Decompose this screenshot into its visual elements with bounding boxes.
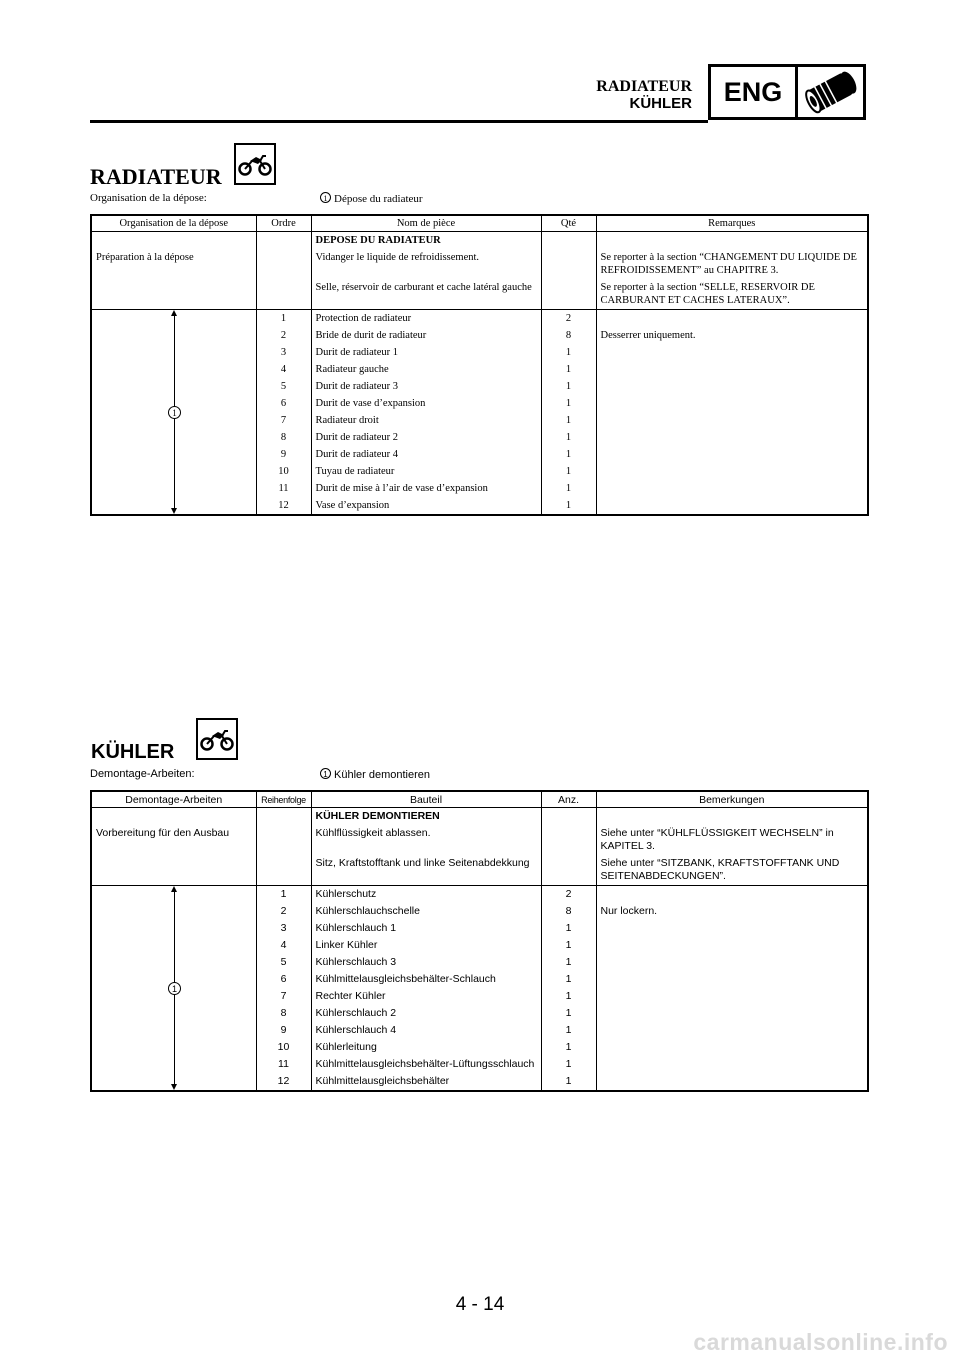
- part-name-cell: Durit de radiateur 2: [311, 429, 541, 446]
- remark-cell: [596, 988, 868, 1005]
- remark-cell: [596, 971, 868, 988]
- remark-cell: [596, 954, 868, 971]
- remark-cell: [596, 395, 868, 412]
- qty-cell: [541, 232, 596, 250]
- part-name-cell: Kühlflüssigkeit ablassen.: [311, 825, 541, 855]
- subtitle-step-fr: [320, 192, 423, 205]
- part-name-cell: Tuyau de radiateur: [311, 463, 541, 480]
- order-cell: [256, 249, 311, 279]
- remark-cell: Se reporter à la section “SELLE, RESERVOIR DE CARBURANT ET CACHES LATERAUX”.: [596, 279, 868, 310]
- part-name-cell: Selle, réservoir de carburant et cache latéral gauche: [311, 279, 541, 310]
- table-heading-row: [91, 232, 868, 250]
- remark-cell: Desserrer uniquement.: [596, 327, 868, 344]
- order-cell: 6: [256, 971, 311, 988]
- remark-cell: Nur lockern.: [596, 903, 868, 920]
- arrow-up-icon: [171, 886, 177, 892]
- order-cell: 2: [256, 903, 311, 920]
- part-name-cell: Durit de radiateur 1: [311, 344, 541, 361]
- col-header: Reihenfolge: [256, 791, 311, 808]
- org-cell: [91, 808, 256, 826]
- subtitle-label: Demontage-Arbeiten:: [90, 768, 195, 780]
- table-row: [91, 279, 868, 310]
- part-name-cell: Linker Kühler: [311, 937, 541, 954]
- qty-cell: 1: [541, 378, 596, 395]
- col-header: Nom de pièce: [311, 215, 541, 232]
- qty-cell: 1: [541, 988, 596, 1005]
- part-name-cell: Rechter Kühler: [311, 988, 541, 1005]
- qty-cell: [541, 855, 596, 886]
- subtitle-fr: [90, 192, 207, 204]
- section-heading-cell: KÜHLER DEMONTIEREN: [311, 808, 541, 826]
- qty-cell: [541, 825, 596, 855]
- qty-cell: 1: [541, 429, 596, 446]
- part-name-cell: Protection de radiateur: [311, 310, 541, 328]
- remark-cell: [596, 344, 868, 361]
- order-cell: 1: [256, 310, 311, 328]
- section-heading-cell: DEPOSE DU RADIATEUR: [311, 232, 541, 250]
- table-header-row: [91, 791, 868, 808]
- remark-cell: [596, 497, 868, 515]
- table-row: [91, 249, 868, 279]
- org-cell: [91, 279, 256, 310]
- table-row: [91, 855, 868, 886]
- table-row: [91, 825, 868, 855]
- col-header: Bemerkungen: [596, 791, 868, 808]
- header-rule: [90, 120, 708, 123]
- part-name-cell: Kühlerschlauch 3: [311, 954, 541, 971]
- qty-cell: 1: [541, 395, 596, 412]
- order-cell: 3: [256, 344, 311, 361]
- remark-cell: [596, 232, 868, 250]
- remark-cell: Se reporter à la section “CHANGEMENT DU LIQUIDE DE REFROIDISSEMENT” au CHAPITRE 3.: [596, 249, 868, 279]
- part-name-cell: Durit de vase d’expansion: [311, 395, 541, 412]
- qty-cell: 1: [541, 497, 596, 515]
- table-row: [91, 886, 868, 904]
- col-header: Bauteil: [311, 791, 541, 808]
- remark-cell: [596, 480, 868, 497]
- qty-cell: 8: [541, 903, 596, 920]
- remark-cell: [596, 412, 868, 429]
- removal-group-cell: [91, 310, 256, 516]
- col-header: Organisation de la dépose: [91, 215, 256, 232]
- qty-cell: 1: [541, 480, 596, 497]
- qty-cell: [541, 279, 596, 310]
- order-cell: 8: [256, 429, 311, 446]
- table-body: [91, 232, 868, 516]
- order-cell: 12: [256, 497, 311, 515]
- qty-cell: 1: [541, 1073, 596, 1091]
- remark-cell: [596, 920, 868, 937]
- org-cell: [91, 232, 256, 250]
- remark-cell: [596, 1073, 868, 1091]
- col-header: Demontage-Arbeiten: [91, 791, 256, 808]
- arrow-down-icon: [171, 1084, 177, 1090]
- arrow-up-icon: [171, 310, 177, 316]
- qty-cell: 1: [541, 1039, 596, 1056]
- part-name-cell: Kühlmittelausgleichsbehälter-Lüftungsschlauch: [311, 1056, 541, 1073]
- order-cell: 7: [256, 988, 311, 1005]
- part-name-cell: Radiateur droit: [311, 412, 541, 429]
- remark-cell: [596, 1039, 868, 1056]
- part-name-cell: Kühlerschlauch 1: [311, 920, 541, 937]
- watermark: carmanualsonline.info: [693, 1329, 948, 1355]
- order-cell: [256, 825, 311, 855]
- order-cell: 2: [256, 327, 311, 344]
- order-cell: 11: [256, 1056, 311, 1073]
- col-header: Ordre: [256, 215, 311, 232]
- page-number: 4 - 14: [455, 1294, 505, 1315]
- part-name-cell: Kühlerleitung: [311, 1039, 541, 1056]
- order-cell: 7: [256, 412, 311, 429]
- qty-cell: 1: [541, 463, 596, 480]
- subtitle-step-text: Kühler demontieren: [334, 769, 431, 781]
- col-header: Remarques: [596, 215, 868, 232]
- part-name-cell: Bride de durit de radiateur: [311, 327, 541, 344]
- parts-table-de: [90, 790, 869, 1092]
- qty-cell: [541, 249, 596, 279]
- header-title-de: KÜHLER: [629, 95, 692, 112]
- part-name-cell: Radiateur gauche: [311, 361, 541, 378]
- order-cell: 3: [256, 920, 311, 937]
- order-cell: 5: [256, 954, 311, 971]
- eng-tab: [708, 64, 866, 120]
- header-titles: [596, 78, 692, 112]
- table-body: [91, 808, 868, 1092]
- qty-cell: 1: [541, 344, 596, 361]
- remark-cell: [596, 886, 868, 904]
- remark-cell: [596, 361, 868, 378]
- group-number: 1: [168, 982, 181, 995]
- qty-cell: 1: [541, 446, 596, 463]
- qty-cell: [541, 808, 596, 826]
- arrow-down-icon: [171, 508, 177, 514]
- qty-cell: 1: [541, 920, 596, 937]
- engine-coil-icon: [798, 67, 863, 117]
- qty-cell: 1: [541, 1022, 596, 1039]
- group-number: 1: [168, 406, 181, 419]
- order-cell: 1: [256, 886, 311, 904]
- remark-cell: [596, 1022, 868, 1039]
- part-name-cell: Kühlmittelausgleichsbehälter: [311, 1073, 541, 1091]
- subtitle-de: [90, 768, 195, 780]
- remark-cell: [596, 463, 868, 480]
- qty-cell: 8: [541, 327, 596, 344]
- motorcycle-icon: [196, 718, 238, 760]
- part-name-cell: Durit de radiateur 4: [311, 446, 541, 463]
- order-cell: 12: [256, 1073, 311, 1091]
- order-cell: [256, 855, 311, 886]
- remark-cell: [596, 310, 868, 328]
- subtitle-step-de: [320, 768, 430, 781]
- org-cell: [91, 855, 256, 886]
- remark-cell: [596, 937, 868, 954]
- part-name-cell: Durit de mise à l’air de vase d’expansion: [311, 480, 541, 497]
- col-header: Anz.: [541, 791, 596, 808]
- org-cell: Préparation à la dépose: [91, 249, 256, 279]
- qty-cell: 1: [541, 361, 596, 378]
- qty-cell: 1: [541, 937, 596, 954]
- qty-cell: 1: [541, 971, 596, 988]
- qty-cell: 1: [541, 1005, 596, 1022]
- subtitle-label: Organisation de la dépose:: [90, 192, 207, 204]
- order-cell: 4: [256, 937, 311, 954]
- part-name-cell: Vase d’expansion: [311, 497, 541, 515]
- part-name-cell: Durit de radiateur 3: [311, 378, 541, 395]
- qty-cell: 1: [541, 1056, 596, 1073]
- table-row: [91, 310, 868, 328]
- order-cell: 10: [256, 463, 311, 480]
- col-header: Qté: [541, 215, 596, 232]
- qty-cell: 1: [541, 412, 596, 429]
- part-name-cell: Kühlerschutz: [311, 886, 541, 904]
- table-heading-row: [91, 808, 868, 826]
- section-title-fr: RADIATEUR: [90, 164, 222, 189]
- order-cell: 9: [256, 446, 311, 463]
- part-name-cell: Kühlerschlauchschelle: [311, 903, 541, 920]
- part-name-cell: Sitz, Kraftstofftank und linke Seitenabdekkung: [311, 855, 541, 886]
- part-name-cell: Kühlerschlauch 4: [311, 1022, 541, 1039]
- parts-table-fr: [90, 214, 869, 516]
- part-name-cell: Kühlerschlauch 2: [311, 1005, 541, 1022]
- part-name-cell: Vidanger le liquide de refroidissement.: [311, 249, 541, 279]
- qty-cell: 1: [541, 954, 596, 971]
- order-cell: 5: [256, 378, 311, 395]
- remark-cell: [596, 1056, 868, 1073]
- order-cell: 4: [256, 361, 311, 378]
- removal-group-cell: [91, 886, 256, 1092]
- remark-cell: [596, 1005, 868, 1022]
- order-cell: [256, 279, 311, 310]
- remark-cell: Siehe unter “SITZBANK, KRAFTSTOFFTANK UND SEITENABDECKUNGEN”.: [596, 855, 868, 886]
- remark-cell: [596, 446, 868, 463]
- remark-cell: [596, 808, 868, 826]
- order-cell: 9: [256, 1022, 311, 1039]
- header-title-fr: RADIATEUR: [596, 78, 692, 95]
- order-cell: 10: [256, 1039, 311, 1056]
- part-name-cell: Kühlmittelausgleichsbehälter-Schlauch: [311, 971, 541, 988]
- order-cell: 11: [256, 480, 311, 497]
- remark-cell: [596, 429, 868, 446]
- motorcycle-icon: [234, 143, 276, 185]
- eng-tab-label: ENG: [711, 67, 798, 117]
- qty-cell: 2: [541, 886, 596, 904]
- table-header-row: [91, 215, 868, 232]
- section-title-de: KÜHLER: [91, 741, 175, 763]
- subtitle-step-text: Dépose du radiateur: [334, 193, 423, 205]
- remark-cell: [596, 378, 868, 395]
- step-number: 1: [320, 768, 331, 779]
- org-cell: Vorbereitung für den Ausbau: [91, 825, 256, 855]
- remark-cell: Siehe unter “KÜHLFLÜSSIGKEIT WECHSELN” in KAPITEL 3.: [596, 825, 868, 855]
- order-cell: [256, 808, 311, 826]
- qty-cell: 2: [541, 310, 596, 328]
- order-cell: 6: [256, 395, 311, 412]
- order-cell: [256, 232, 311, 250]
- order-cell: 8: [256, 1005, 311, 1022]
- step-number: 1: [320, 192, 331, 203]
